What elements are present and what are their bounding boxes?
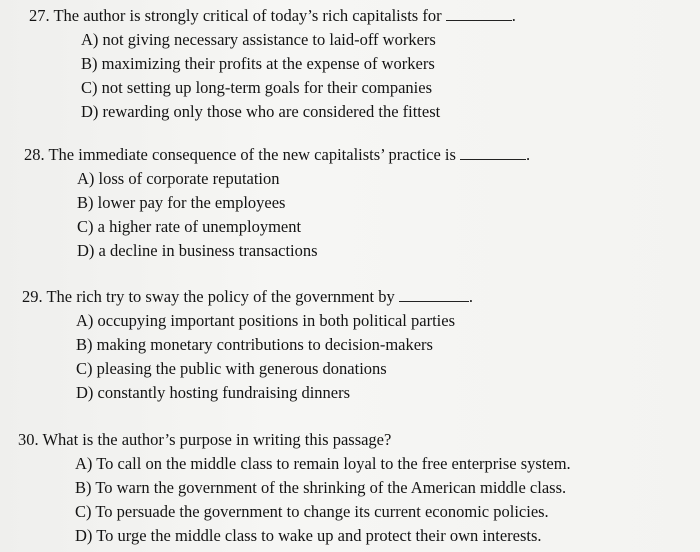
question-text: The author is strongly critical of today’s rich capitalists for <box>53 6 442 25</box>
answer-blank <box>460 145 526 160</box>
option-b: B) maximizing their profits at the expense of workers <box>81 54 435 73</box>
question-tail: . <box>511 6 516 25</box>
option-d: D) To urge the middle class to wake up and protect their own interests. <box>75 526 542 545</box>
question-number: 28. <box>24 145 45 164</box>
option-b: B) making monetary contributions to decision-makers <box>76 335 433 354</box>
option-a: A) not giving necessary assistance to laid-off workers <box>81 30 436 49</box>
option-a: A) occupying important positions in both political parties <box>76 311 455 330</box>
question-tail: . <box>468 287 473 306</box>
question-stem <box>29 6 516 26</box>
answer-blank <box>446 6 512 21</box>
question-text: The rich try to sway the policy of the government by <box>46 287 395 306</box>
option-a: A) To call on the middle class to remain loyal to the free enterprise system. <box>75 454 571 473</box>
option-c: C) pleasing the public with generous donations <box>76 359 387 378</box>
question-number: 30. <box>18 430 39 449</box>
answer-blank <box>399 287 469 302</box>
question-stem <box>24 145 530 165</box>
option-b: B) lower pay for the employees <box>77 193 286 212</box>
question-text: What is the author’s purpose in writing this passage? <box>42 430 392 449</box>
option-d: D) constantly hosting fundraising dinners <box>76 383 351 402</box>
question-number: 29. <box>22 287 43 306</box>
question-tail: . <box>526 145 531 164</box>
question-number: 27. <box>29 6 50 25</box>
option-b: B) To warn the government of the shrinking of the American middle class. <box>75 478 567 497</box>
option-d: D) a decline in business transactions <box>77 241 318 260</box>
option-c: C) a higher rate of unemployment <box>77 217 302 236</box>
question-text: The immediate consequence of the new capitalists’ practice is <box>48 145 456 164</box>
option-c: C) not setting up long-term goals for their companies <box>81 78 433 97</box>
question-stem <box>22 287 473 307</box>
option-d: D) rewarding only those who are considered the fittest <box>81 102 441 121</box>
question-stem <box>18 430 391 450</box>
option-a: A) loss of corporate reputation <box>77 169 280 188</box>
option-c: C) To persuade the government to change its current economic policies. <box>75 502 549 521</box>
